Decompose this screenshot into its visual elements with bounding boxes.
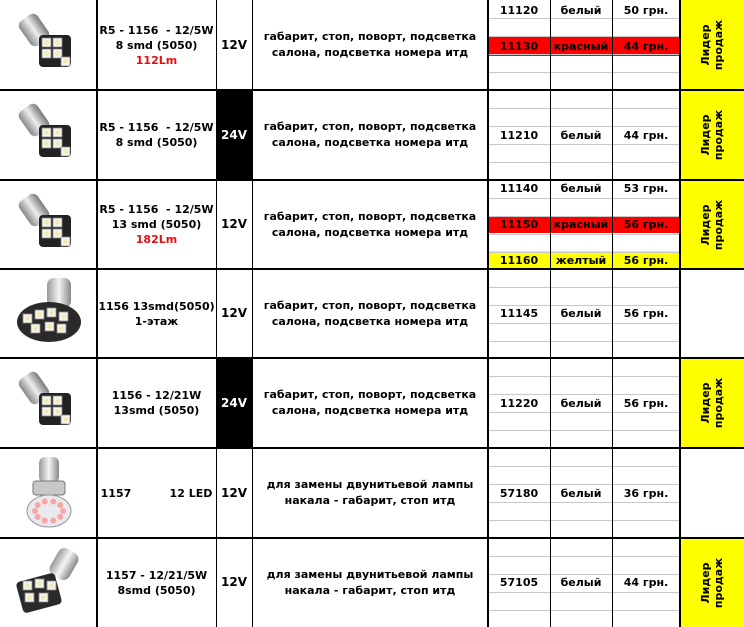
row-2-variant-1-code: 11210 — [499, 128, 539, 142]
row-5-variant-1-code: 11220 — [499, 396, 539, 410]
gridline — [488, 252, 680, 253]
gridline — [488, 162, 680, 163]
model-line: R5 - 1156 - 12/5W — [99, 121, 214, 134]
row-2-model — [97, 90, 216, 180]
gridline — [488, 376, 680, 377]
gridline — [488, 412, 680, 413]
row-5-description: габарит, стоп, поворт, подсветка салона, подсветка номера итд — [263, 388, 477, 417]
model-line: 1-этаж — [134, 314, 179, 328]
row-3-variant-2-code: 11150 — [488, 216, 550, 234]
row-3-model — [97, 180, 216, 269]
row-2-variant-1-color: белый — [560, 128, 602, 142]
model-line: R5 - 1156 - 12/5W — [99, 203, 214, 216]
gridline — [488, 484, 680, 485]
row-1-variant-1-price: 50 грн. — [623, 4, 669, 17]
led-bulb-icon — [9, 5, 89, 85]
row-6-variant-1-code: 57180 — [499, 486, 539, 500]
row-6-variant-1-price: 36 грн. — [623, 486, 669, 500]
column-border — [550, 0, 551, 627]
column-border — [612, 0, 613, 627]
row-5-voltage: 24V — [216, 358, 252, 448]
column-border — [216, 0, 217, 627]
row-5-bulb-image — [0, 358, 97, 448]
column-border — [679, 0, 681, 627]
row-5-leader-badge — [680, 358, 744, 448]
leader-label: Лидер продаж — [698, 19, 725, 71]
row-5-model — [97, 358, 216, 448]
row-border — [0, 179, 744, 181]
gridline — [488, 72, 680, 73]
row-7-voltage: 12V — [221, 575, 247, 589]
row-2-bulb-image — [0, 90, 97, 180]
model-line: 1156 13smd(5050) — [98, 299, 215, 313]
row-3-variant-1-code: 11140 — [499, 182, 539, 196]
row-4-voltage: 12V — [221, 306, 247, 320]
gridline — [488, 430, 680, 431]
row-4-variant-1-color: белый — [560, 307, 602, 320]
row-border — [0, 89, 744, 91]
gridline — [488, 610, 680, 611]
led-bulb-icon — [9, 453, 89, 533]
model-line: 1157 12 LED — [100, 486, 213, 500]
gridline — [488, 556, 680, 557]
row-1-leader-badge — [680, 0, 744, 90]
gridline — [488, 341, 680, 342]
leader-label: Лидер продаж — [698, 557, 725, 608]
row-6-bulb-image — [0, 448, 97, 538]
gridline — [488, 18, 680, 19]
led-bulb-icon — [9, 185, 89, 265]
row-7-variant-1-code: 57105 — [499, 576, 539, 589]
led-bulb-icon — [9, 95, 89, 175]
model-line: 8smd (5050) — [117, 583, 196, 597]
gridline — [488, 502, 680, 503]
led-bulb-icon — [9, 363, 89, 443]
row-4-bulb-image — [0, 269, 97, 358]
row-border — [0, 447, 744, 449]
row-1-bulb-image — [0, 0, 97, 90]
row-3-variant-3-color: желтый — [550, 251, 612, 269]
row-6-variant-1-color: белый — [560, 486, 602, 500]
row-7-model — [97, 538, 216, 627]
gridline — [488, 323, 680, 324]
row-1-variant-1-code: 11120 — [499, 4, 539, 17]
row-1-description: габарит, стоп, поворт, подсветка салона, подсветка номера итд — [263, 30, 477, 59]
row-3-variant-1-price: 53 грн. — [623, 182, 669, 196]
gridline — [488, 126, 680, 127]
gridline — [488, 216, 680, 217]
row-7-variant-1-price: 44 грн. — [623, 576, 669, 589]
leader-label: Лидер продаж — [698, 199, 725, 250]
row-1-variant-2-price: 44 грн. — [612, 36, 680, 56]
row-3-description: габарит, стоп, поворт, подсветка салона, подсветка номера итд — [263, 209, 477, 239]
gridline — [488, 144, 680, 145]
row-6-description: для замены двунитьевой лампы накала - габарит, стоп итд — [266, 478, 474, 507]
gridline — [488, 466, 680, 467]
column-border — [487, 0, 489, 627]
row-4-description: габарит, стоп, поворт, подсветка салона, подсветка номера итд — [263, 298, 477, 328]
model-line: 1156 - 12/21W — [111, 389, 202, 402]
leader-label: Лидер продаж — [698, 377, 725, 429]
row-1-variant-2-code: 11130 — [488, 36, 550, 56]
row-5-variant-1-color: белый — [560, 396, 602, 410]
row-7-variant-1-color: белый — [560, 576, 602, 589]
gridline — [488, 574, 680, 575]
row-border — [0, 357, 744, 359]
row-4-variant-1-code: 11145 — [499, 307, 539, 320]
row-1-model — [97, 0, 216, 90]
model-line: 8 smd (5050) — [115, 136, 198, 149]
row-3-voltage: 12V — [221, 217, 247, 231]
row-border — [0, 268, 744, 270]
row-4-variant-1-price: 56 грн. — [623, 307, 669, 320]
row-7-description: для замены двунитьевой лампы накала - габарит, стоп итд — [266, 567, 474, 597]
row-3-variant-3-code: 11160 — [488, 251, 550, 269]
row-2-description: габарит, стоп, поворт, подсветка салона, подсветка номера итд — [263, 120, 477, 149]
row-3-variant-2-price: 56 грн. — [612, 216, 680, 234]
row-3-variant-1-color: белый — [560, 182, 602, 196]
gridline — [488, 36, 680, 37]
row-1-variant-2-color: красный — [550, 36, 612, 56]
row-7-bulb-image — [0, 538, 97, 627]
model-line: 8 smd (5050) — [115, 38, 198, 52]
row-border — [0, 537, 744, 539]
row-7-leader-badge — [680, 538, 744, 627]
row-4-model — [97, 269, 216, 358]
row-6-voltage: 12V — [221, 485, 247, 500]
lumens-value: 112Lm — [135, 53, 178, 67]
gridline — [488, 592, 680, 593]
row-1-voltage: 12V — [221, 37, 247, 52]
gridline — [488, 287, 680, 288]
row-2-variant-1-price: 44 грн. — [623, 128, 669, 142]
gridline — [488, 520, 680, 521]
row-2-leader-badge — [680, 90, 744, 180]
row-1-variant-1-color: белый — [560, 4, 602, 17]
gridline — [488, 108, 680, 109]
gridline — [488, 234, 680, 235]
column-border — [96, 0, 98, 627]
row-3-bulb-image — [0, 180, 97, 269]
row-6-model — [97, 448, 216, 538]
row-3-leader-badge — [680, 180, 744, 269]
led-bulb-icon — [9, 274, 89, 354]
row-3-variant-2-color: красный — [550, 216, 612, 234]
row-3-variant-3-price: 56 грн. — [612, 251, 680, 269]
model-line: R5 - 1156 - 12/5W — [99, 23, 214, 37]
gridline — [488, 198, 680, 199]
model-line: 13smd (5050) — [113, 404, 200, 417]
row-5-variant-1-price: 56 грн. — [623, 396, 669, 410]
lumens-value: 182Lm — [135, 233, 178, 246]
model-line: 13 smd (5050) — [111, 218, 202, 231]
gridline — [488, 305, 680, 306]
leader-label: Лидер продаж — [698, 109, 725, 161]
row-2-voltage: 24V — [216, 90, 252, 180]
gridline — [488, 394, 680, 395]
model-line: 1157 - 12/21/5W — [105, 568, 208, 582]
column-border — [252, 0, 253, 627]
led-bulb-icon — [9, 543, 89, 623]
gridline — [488, 54, 680, 55]
